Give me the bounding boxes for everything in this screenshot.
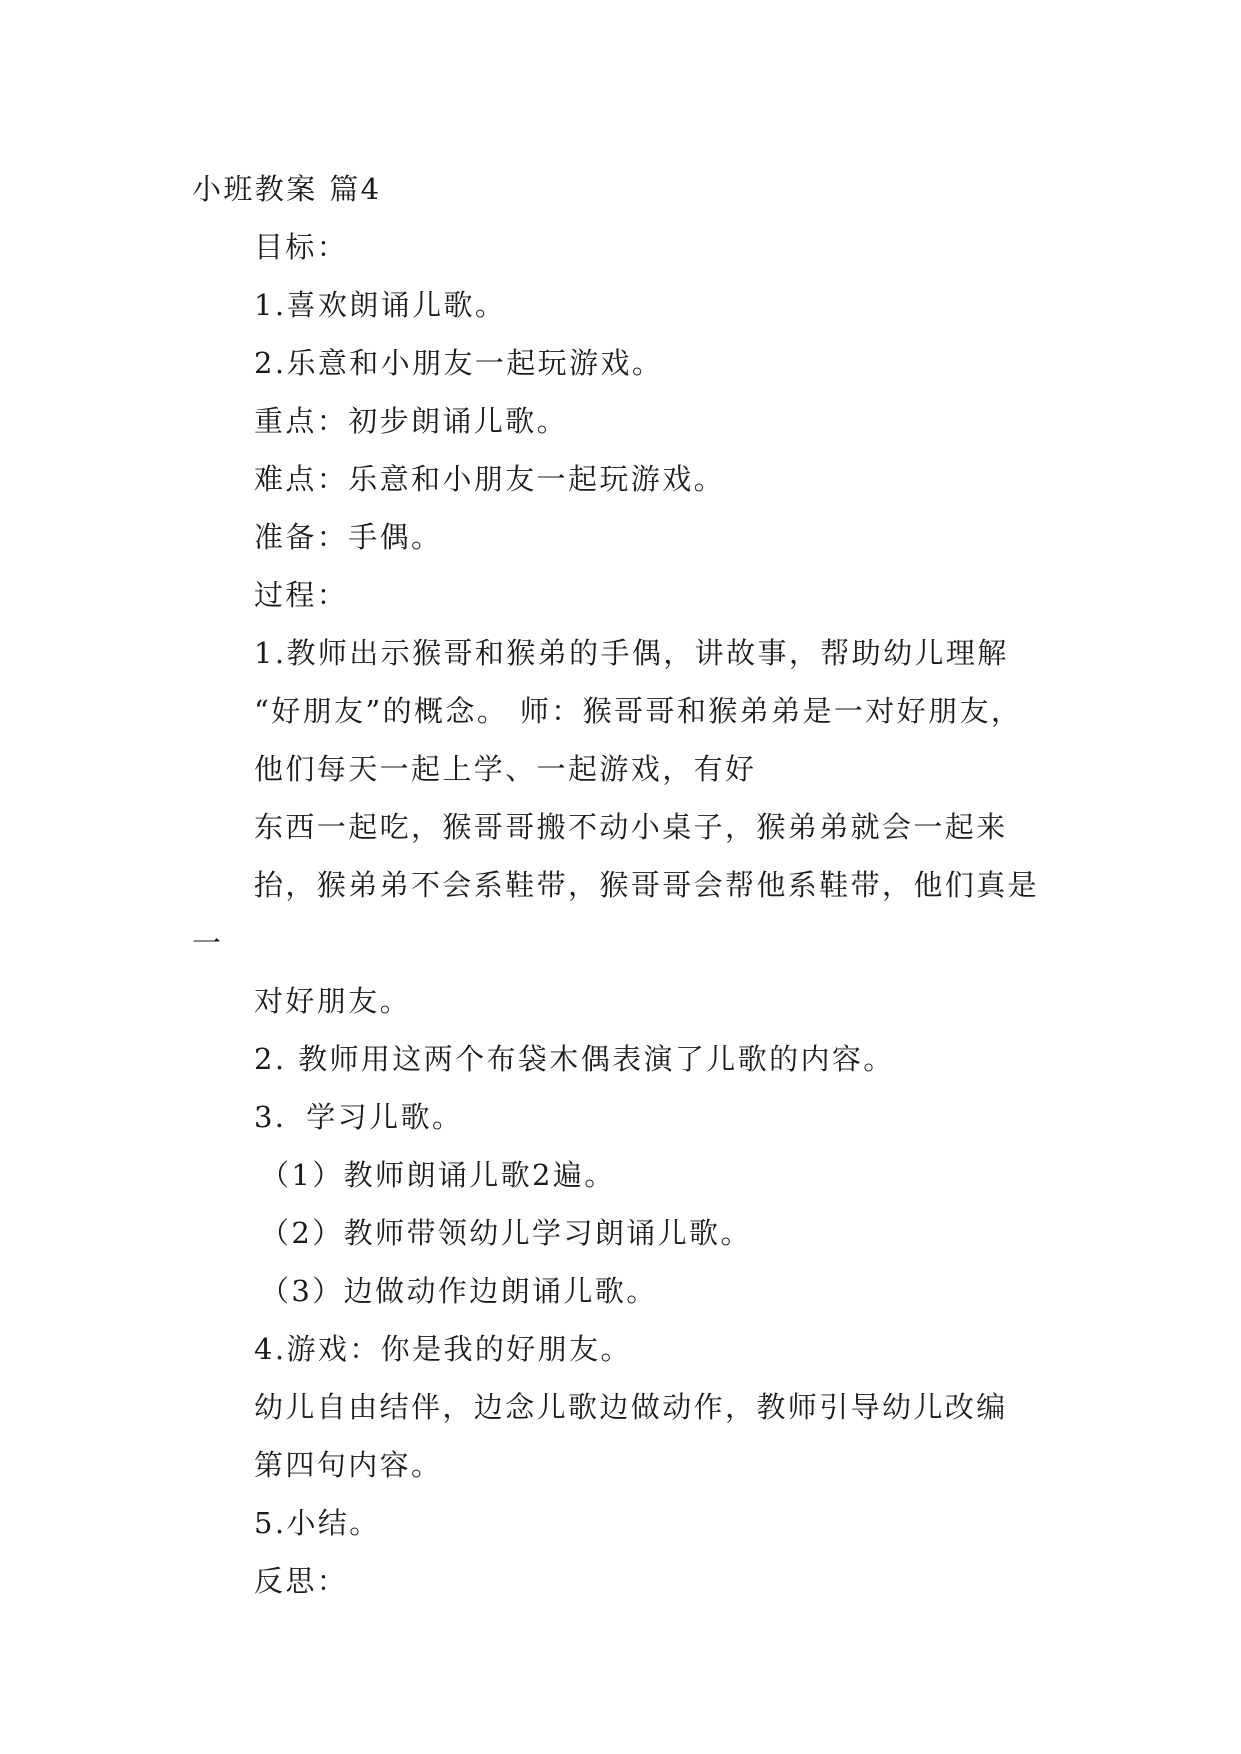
paragraph (192, 1088, 1052, 1146)
paragraph (192, 334, 1052, 392)
paragraph (192, 1552, 1052, 1610)
text-line: 他们每天一起上学、一起游戏，有好 (254, 752, 757, 786)
paragraph (192, 450, 1052, 508)
text-line: 反思： (254, 1564, 349, 1598)
paragraph (192, 1204, 1052, 1262)
text-line: 4.游戏：你是我的好朋友。 (254, 1332, 632, 1366)
text-line: 第四句内容。 (254, 1448, 443, 1482)
paragraph (192, 508, 1052, 566)
paragraph (192, 276, 1052, 334)
text-line: 东西一起吃，猴哥哥搬不动小桌子，猴弟弟就会一起来 (254, 810, 1008, 844)
text-line: （1）教师朗诵儿歌2遍。 (260, 1158, 616, 1192)
text-line: 1.喜欢朗诵儿歌。 (254, 288, 507, 322)
document-title: 小班教案 篇4 (192, 172, 382, 206)
text-line: 目标： (254, 230, 349, 264)
paragraph (192, 798, 1052, 1030)
paragraph (192, 1494, 1052, 1552)
text-line: 5.小结。 (254, 1506, 381, 1540)
text-line: （2）教师带领幼儿学习朗诵儿歌。 (260, 1216, 752, 1250)
text-line: 难点：乐意和小朋友一起玩游戏。 (254, 462, 726, 496)
paragraph (192, 1262, 1052, 1320)
paragraph (192, 392, 1052, 450)
text-line: 过程： (254, 578, 349, 612)
paragraph (192, 624, 1052, 798)
text-line: 幼儿自由结伴，边念儿歌边做动作，教师引导幼儿改编 (254, 1390, 1008, 1424)
paragraph (192, 566, 1052, 624)
paragraph-list (192, 218, 1052, 1610)
text-line: “好朋友”的概念。 师：猴哥哥和猴弟弟是一对好朋友， (254, 694, 1023, 728)
text-line: 2. 教师用这两个布袋木偶表演了儿歌的内容。 (254, 1042, 895, 1076)
paragraph (192, 1030, 1052, 1088)
text-line: 3．学习儿歌。 (254, 1100, 464, 1134)
paragraph (192, 1146, 1052, 1204)
text-line: 抬，猴弟弟不会系鞋带，猴哥哥会帮他系鞋带，他们真是一 (192, 868, 1040, 960)
text-line: 2.乐意和小朋友一起玩游戏。 (254, 346, 664, 380)
paragraph (192, 1378, 1052, 1494)
document-body (192, 160, 1052, 1610)
paragraph (192, 1320, 1052, 1378)
text-line: 1.教师出示猴哥和猴弟的手偶，讲故事，帮助幼儿理解 (254, 636, 1009, 670)
text-line: （3）边做动作边朗诵儿歌。 (260, 1274, 658, 1308)
paragraph (192, 218, 1052, 276)
text-line: 重点：初步朗诵儿歌。 (254, 404, 569, 438)
text-line: 对好朋友。 (254, 984, 412, 1018)
text-line: 准备：手偶。 (254, 520, 443, 554)
